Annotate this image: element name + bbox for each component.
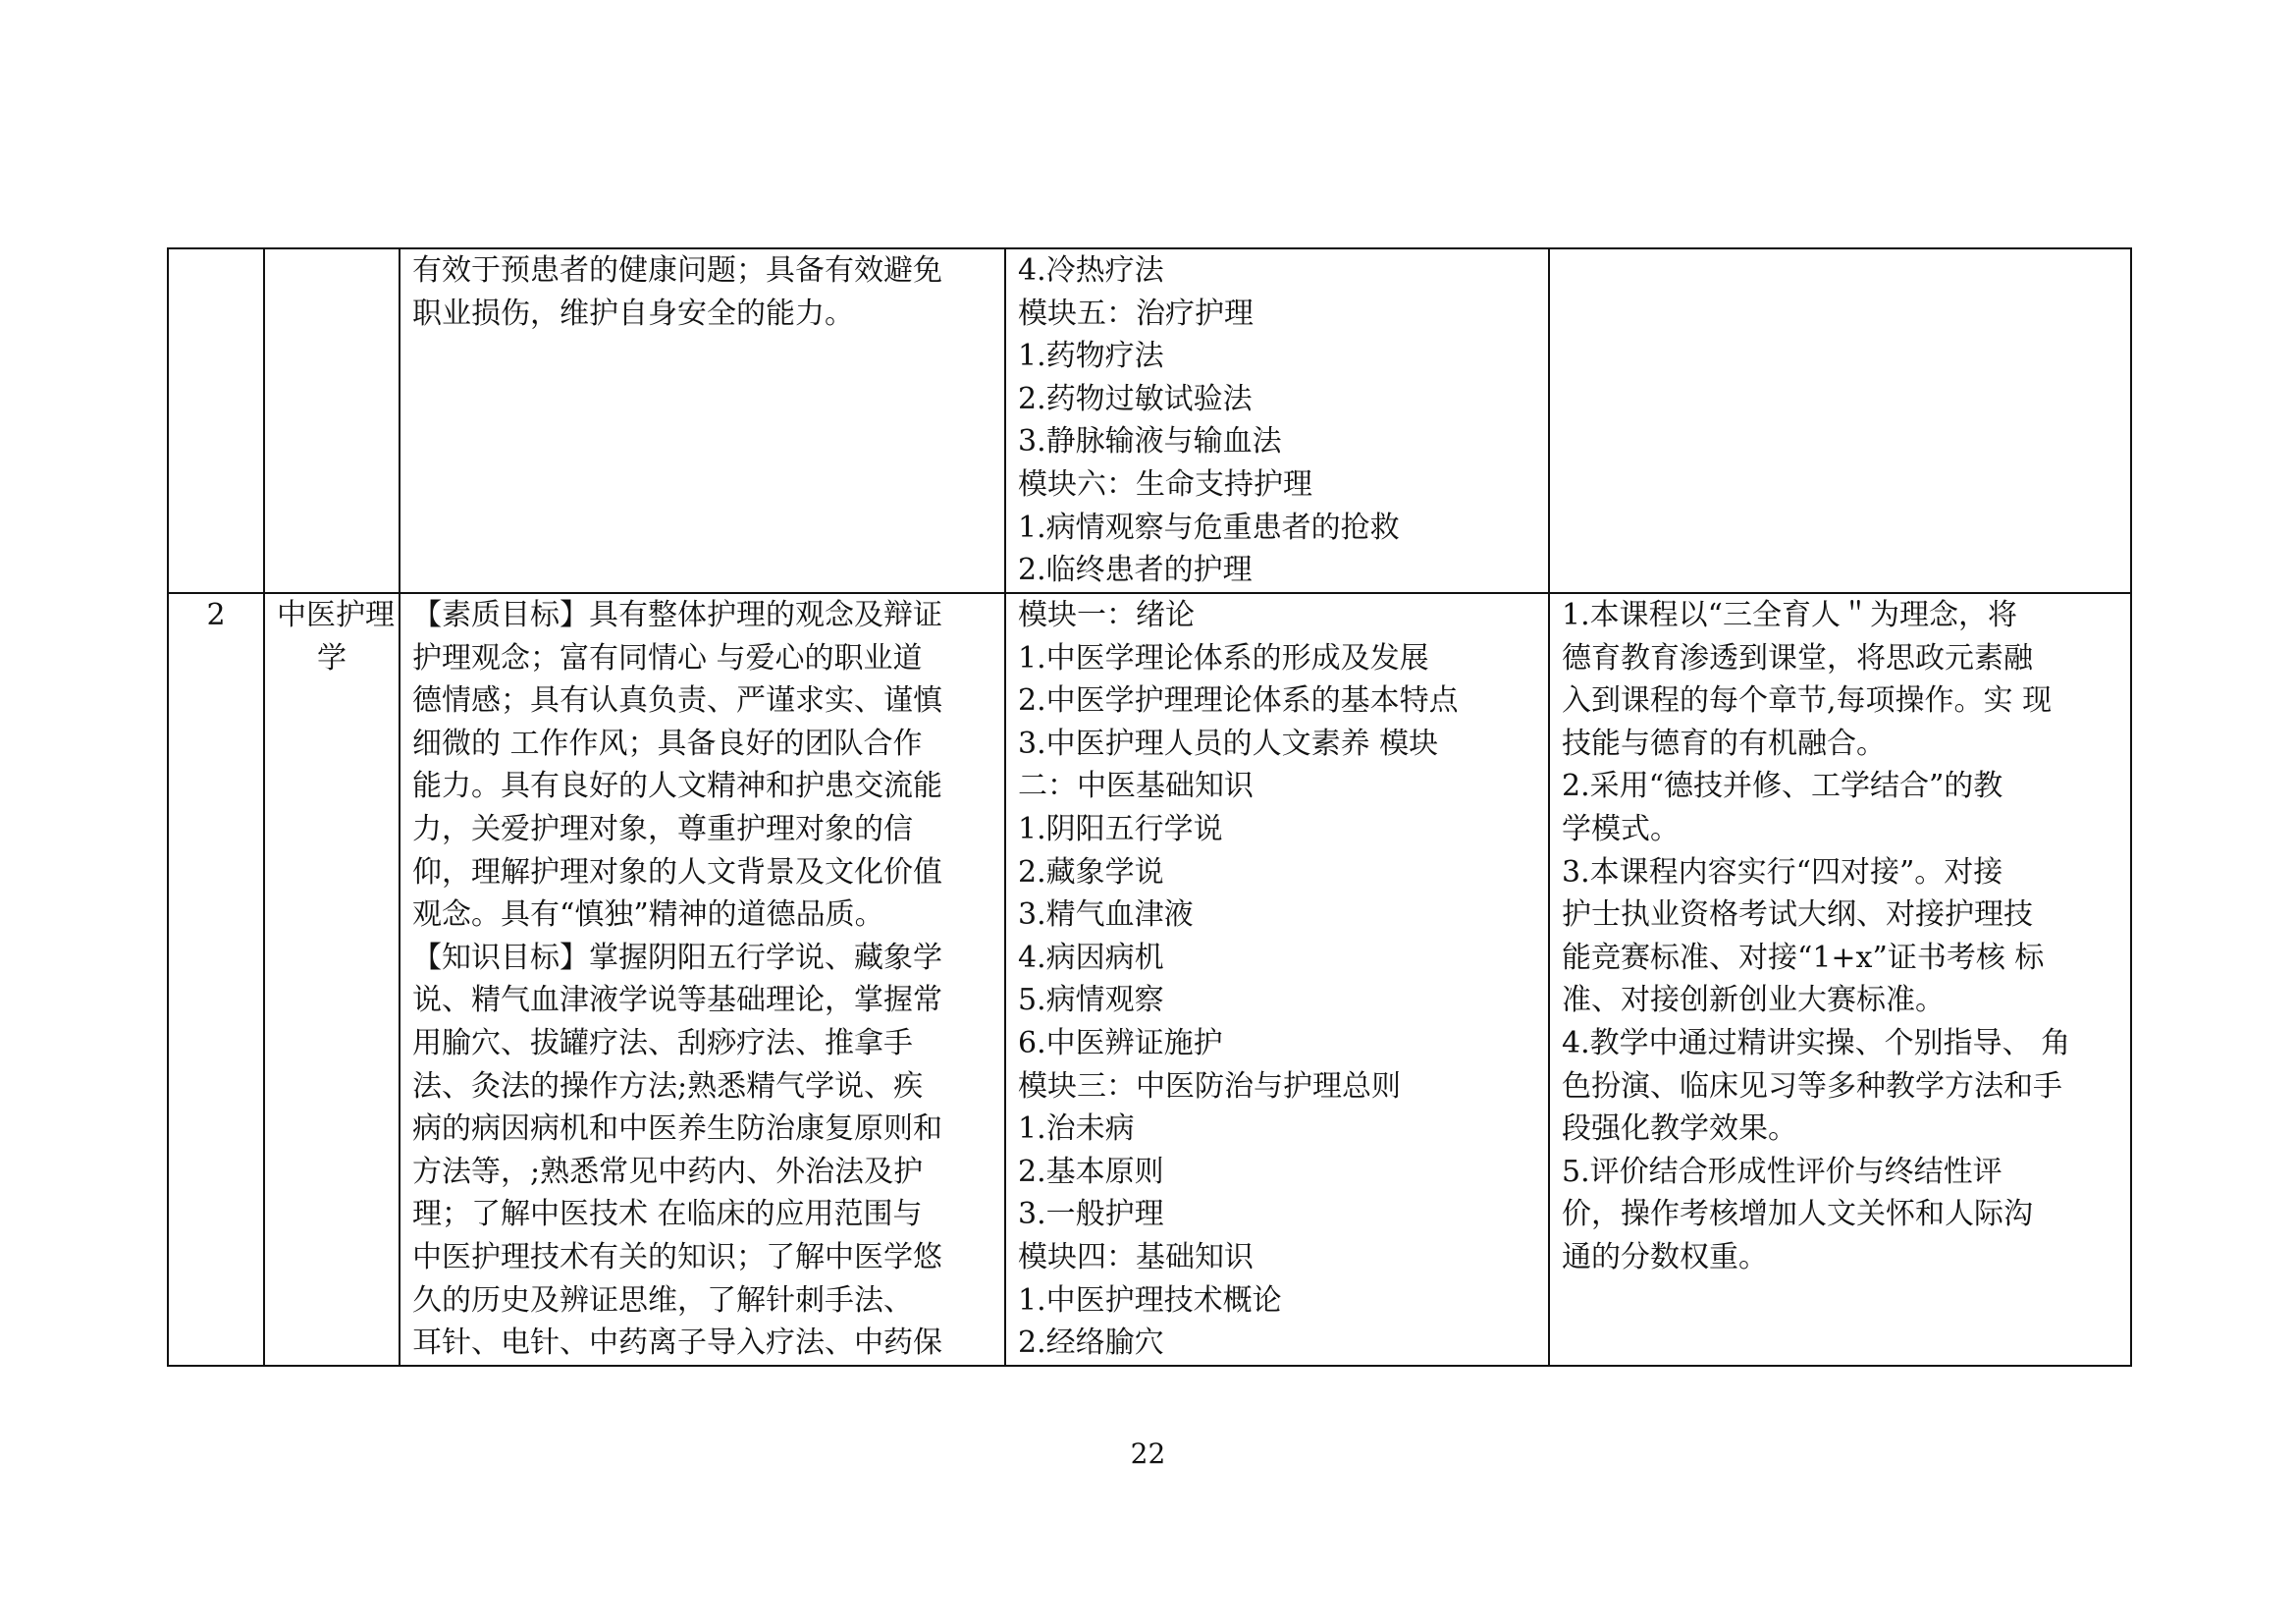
cell-text-line: 有效于预患者的健康问题；具备有效避免 [412,253,942,288]
course-name-line: 学 [317,640,347,676]
cell-text-line: 3.中医护理人员的人文素养 模块 [1018,726,1439,761]
cell-text-line: 【素质目标】具有整体护理的观念及辩证 [412,598,942,632]
cell-text-line: 护士执业资格考试大纲、对接护理技 [1562,897,2033,933]
cell-text-line: 准、对接创新创业大赛标准。 [1562,983,1945,1018]
cell-text-line: 细微的 工作作风；具备良好的团队合作 [412,726,923,761]
cell-text-line: 3.本课程内容实行“四对接”。对接 [1562,854,2003,890]
cell-text-line: 4.冷热疗法 [1018,253,1164,288]
cell-text-line: 耳针、电针、中药离子导入疗法、中药保 [412,1326,942,1361]
cell-text-line: 2.临终患者的护理 [1018,553,1253,588]
cell-text-line: 职业损伤，维护自身安全的能力。 [412,296,854,331]
cell-text-line: 久的历史及辨证思维，了解针刺手法、 [412,1282,913,1318]
cell-text-line: 5.病情观察 [1018,983,1164,1018]
cell-text-line: 用腧穴、拔罐疗法、刮痧疗法、推拿手 [412,1025,913,1060]
course-content-cell [1005,593,1549,1366]
cell-text-line: 能竞赛标准、对接“1+x”证书考核 标 [1562,940,2045,975]
page-number: 22 [1130,1437,1166,1470]
cell-text-line: 能力。具有良好的人文精神和护患交流能 [412,769,942,804]
course-name-line: 中医护理 [277,598,395,632]
cell-text-line: 3.静脉输液与输血法 [1018,424,1282,460]
cell-text-line: 5.评价结合形成性评价与终结性评 [1562,1154,2002,1189]
cell-text-line: 1.中医护理技术概论 [1018,1282,1282,1318]
cell-text-line: 方法等，;熟悉常见中药内、外治法及护 [412,1154,924,1189]
cell-text-line: 1.病情观察与危重患者的抢救 [1018,510,1400,545]
cell-text-line: 1.药物疗法 [1018,339,1164,374]
cell-text-line: 通的分数权重。 [1562,1239,1768,1274]
cell-text-line: 1.阴阳五行学说 [1018,811,1223,846]
cell-text-line: 1.中医学理论体系的形成及发展 [1018,640,1429,676]
cell-text-line: 4.病因病机 [1018,940,1164,975]
teaching-method-cell [1549,593,2131,1366]
cell-text-line: 德育教育渗透到课堂，将思政元素融 [1562,640,2033,676]
cell-text-line: 价，操作考核增加人文关怀和人际沟 [1562,1197,2033,1232]
cell-text-line: 德情感；具有认真负责、严谨求实、谨慎 [412,683,942,719]
cell-text-line: 仰，理解护理对象的人文背景及文化价值 [412,854,942,890]
cell-text-line: 2.藏象学说 [1018,854,1164,890]
cell-text-line: 3.精气血津液 [1018,897,1194,933]
cell-text-line: 段强化教学效果。 [1562,1111,1797,1147]
cell-text-line: 2.采用“德技并修、工学结合”的教 [1562,769,2003,804]
cell-text-line: 法、灸法的操作方法;熟悉精气学说、疾 [412,1068,924,1104]
cell-text-line: 观念。具有“慎独”精神的道德品质。 [412,897,884,933]
row-number-cell [168,248,264,593]
cell-text-line: 2.经络腧穴 [1018,1326,1164,1361]
course-table [167,247,2132,1367]
table-row [168,248,2131,593]
table-row [168,593,2131,1366]
cell-text-line: 模块六：生命支持护理 [1018,466,1312,502]
cell-text-line: 理；了解中医技术 在临床的应用范围与 [412,1197,923,1232]
cell-text-line: 6.中医辨证施护 [1018,1025,1223,1060]
course-content-cell [1005,248,1549,593]
cell-text-line: 学模式。 [1562,811,1680,846]
cell-text-line: 技能与德育的有机融合。 [1562,726,1886,761]
cell-text-line: 二：中医基础知识 [1018,769,1254,804]
cell-text-line: 色扮演、临床见习等多种教学方法和手 [1562,1068,2062,1104]
course-name-cell [264,248,400,593]
cell-text-line: 护理观念；富有同情心 与爱心的职业道 [412,640,923,676]
cell-text-line: 【知识目标】掌握阴阳五行学说、藏象学 [412,940,942,975]
cell-text-line: 模块三：中医防治与护理总则 [1018,1068,1401,1104]
cell-text-line: 2.药物过敏试验法 [1018,381,1253,416]
course-goals-cell [400,593,1005,1366]
cell-text-line: 1.本课程以“三全育人＂为理念，将 [1562,598,2017,632]
cell-text-line: 说、精气血津液学说等基础理论，掌握常 [412,983,942,1018]
cell-text-line: 3.一般护理 [1018,1197,1164,1232]
cell-text-line: 入到课程的每个章节,每项操作。实 现 [1562,683,2053,719]
cell-text-line: 1.治未病 [1018,1111,1135,1147]
cell-text-line: 病的病因病机和中医养生防治康复原则和 [412,1111,942,1147]
course-name-cell [264,593,400,1366]
cell-text-line: 模块五：治疗护理 [1018,296,1254,331]
cell-text-line: 模块四：基础知识 [1018,1239,1254,1274]
cell-text-line: 中医护理技术有关的知识；了解中医学悠 [412,1239,942,1274]
cell-text-line: 模块一：绪论 [1018,598,1195,632]
row-number-cell: 2 [168,593,264,1366]
cell-text-line: 力，关爱护理对象，尊重护理对象的信 [412,811,913,846]
cell-text-line: 2.中医学护理理论体系的基本特点 [1018,683,1459,719]
cell-text-line: 2.基本原则 [1018,1154,1164,1189]
cell-text-line: 4.教学中通过精讲实操、个别指导、 角 [1562,1025,2071,1060]
course-goals-cell [400,248,1005,593]
teaching-method-cell [1549,248,2131,593]
